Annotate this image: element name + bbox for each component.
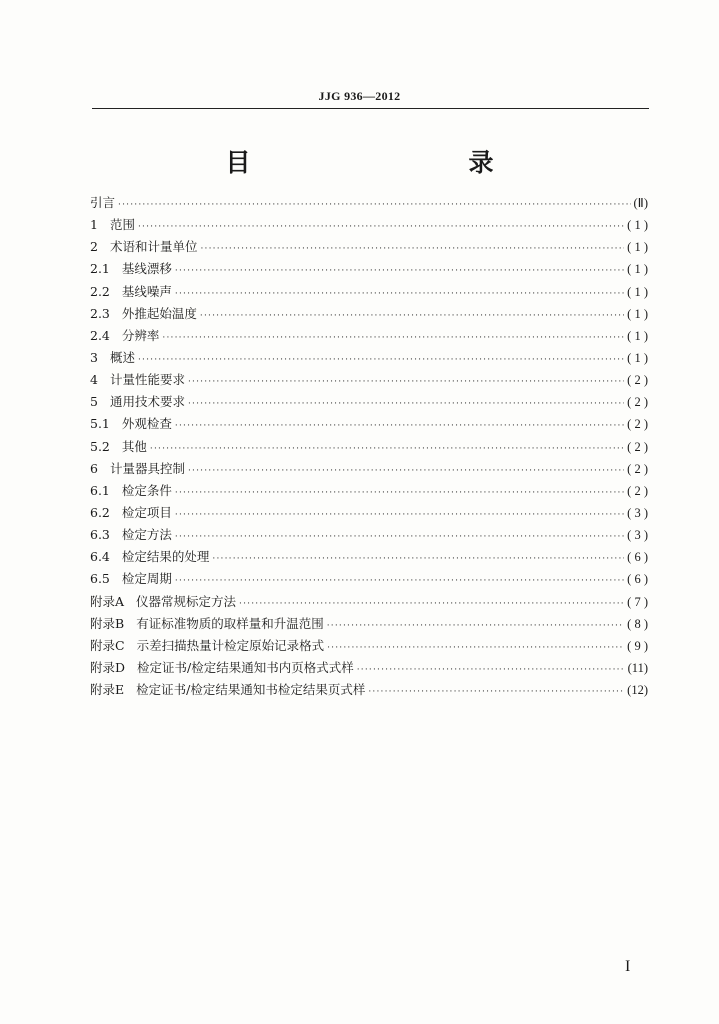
toc-entry[interactable] [90, 214, 648, 236]
toc-entry-label: 示差扫描热量计检定原始记录格式 [136, 637, 325, 653]
toc-entry-number: 附录B [90, 615, 125, 631]
toc-entry-label: 检定项目 [121, 504, 172, 520]
toc-dot-leader [138, 349, 624, 371]
table-of-contents [90, 192, 648, 701]
toc-entry-label: 检定结果的处理 [121, 549, 210, 565]
toc-entry-number: 4 [90, 372, 98, 388]
toc-entry-number: 6.4 [90, 549, 110, 565]
toc-entry-page: ( 1 ) [627, 240, 648, 255]
toc-entry-page: ( 2 ) [627, 417, 648, 432]
toc-entry[interactable] [90, 480, 648, 502]
toc-dot-leader [200, 305, 624, 327]
toc-entry[interactable] [90, 281, 648, 303]
toc-entry-number: 2.4 [90, 327, 110, 343]
toc-entry-page: (12) [627, 683, 648, 698]
toc-entry[interactable] [90, 413, 648, 435]
toc-dot-leader [175, 415, 624, 437]
toc-entry-page: ( 8 ) [627, 616, 648, 631]
toc-dot-leader [368, 681, 624, 703]
toc-entry-page: ( 2 ) [627, 439, 648, 454]
toc-entry[interactable] [90, 568, 648, 590]
toc-entry-number: 3 [90, 349, 98, 365]
toc-entry-page: ( 3 ) [627, 505, 648, 520]
toc-entry[interactable] [90, 436, 648, 458]
toc-entry-label: 计量性能要求 [109, 372, 185, 388]
toc-dot-leader [327, 615, 624, 637]
toc-dot-leader [188, 393, 624, 415]
toc-entry-label: 有证标准物质的取样量和升温范围 [136, 615, 324, 631]
toc-entry-label: 仪器常规标定方法 [136, 593, 237, 609]
toc-entry-page: ( 2 ) [627, 483, 648, 498]
toc-dot-leader [200, 238, 624, 260]
toc-entry[interactable] [90, 325, 648, 347]
toc-entry[interactable] [90, 546, 648, 568]
toc-entry-label: 其他 [121, 438, 147, 454]
toc-dot-leader [175, 526, 624, 548]
toc-entry-number: 5 [90, 394, 98, 410]
toc-entry[interactable] [90, 303, 648, 325]
toc-entry-page: ( 9 ) [627, 638, 648, 653]
toc-entry-label: 范围 [109, 217, 135, 233]
toc-entry-label: 检定条件 [121, 482, 172, 498]
toc-entry-label: 通用技术要求 [109, 394, 185, 410]
toc-entry[interactable] [90, 635, 648, 657]
toc-entry-number: 6.1 [90, 482, 110, 498]
toc-entry[interactable] [90, 391, 648, 413]
toc-entry-label: 外观检查 [121, 416, 172, 432]
toc-entry[interactable] [90, 347, 648, 369]
toc-dot-leader [188, 371, 624, 393]
toc-entry-page: ( 1 ) [627, 284, 648, 299]
toc-dot-leader [118, 194, 631, 216]
toc-entry-page: ( 2 ) [627, 395, 648, 410]
toc-entry-page: ( 1 ) [627, 306, 648, 321]
toc-entry-number: 1 [90, 217, 98, 233]
toc-entry[interactable] [90, 591, 648, 613]
toc-entry-label: 基线噪声 [121, 283, 172, 299]
toc-entry-number: 6 [90, 460, 98, 476]
toc-entry-label: 基线漂移 [121, 261, 172, 277]
toc-entry-number: 2.1 [90, 261, 110, 277]
toc-entry-number: 附录D [90, 659, 126, 675]
toc-dot-leader [150, 438, 624, 460]
toc-entry[interactable] [90, 657, 648, 679]
toc-entry-page: ( 1 ) [627, 328, 648, 343]
toc-entry-number: 5.1 [90, 416, 110, 432]
toc-entry-number: 6.5 [90, 571, 110, 587]
toc-entry-label: 引言 [90, 195, 116, 210]
toc-entry-number: 附录C [90, 637, 125, 653]
toc-dot-leader [175, 504, 624, 526]
toc-entry-number: 附录A [90, 593, 125, 609]
toc-entry-label: 检定方法 [121, 527, 172, 543]
toc-entry[interactable] [90, 458, 648, 480]
toc-entry-label: 概述 [109, 349, 135, 365]
toc-entry-label: 检定证书/检定结果通知书内页格式式样 [137, 659, 354, 675]
toc-entry-page: ( 1 ) [627, 218, 648, 233]
toc-entry-label: 检定周期 [121, 571, 172, 587]
toc-entry-page: ( 1 ) [627, 262, 648, 277]
toc-entry-page: ( 2 ) [627, 461, 648, 476]
toc-entry-page: ( 1 ) [627, 350, 648, 365]
toc-entry-label: 计量器具控制 [109, 460, 185, 476]
toc-entry-page: ( 6 ) [627, 550, 648, 565]
standard-code-header: JJG 936—2012 [318, 89, 401, 103]
toc-entry-label: 外推起始温度 [121, 305, 197, 321]
toc-entry[interactable] [90, 502, 648, 524]
toc-entry-number: 附录E [90, 682, 125, 698]
toc-entry[interactable] [90, 192, 648, 214]
toc-dot-leader [175, 283, 624, 305]
toc-entry-number: 5.2 [90, 438, 110, 454]
toc-dot-leader [138, 216, 624, 238]
toc-entry-page: (Ⅱ) [633, 196, 648, 210]
toc-entry-number: 6.2 [90, 504, 110, 520]
page-number: I [625, 958, 631, 975]
toc-dot-leader [188, 460, 624, 482]
toc-entry-label: 检定证书/检定结果通知书检定结果页式样 [136, 682, 366, 698]
toc-dot-leader [239, 593, 624, 615]
toc-dot-leader [175, 570, 624, 592]
header-rule [92, 108, 649, 109]
toc-entry[interactable] [90, 679, 648, 701]
toc-entry-label: 分辨率 [121, 327, 160, 343]
toc-entry[interactable] [90, 369, 648, 391]
toc-entry-page: (11) [627, 660, 648, 675]
toc-dot-leader [175, 260, 624, 282]
toc-entry[interactable] [90, 258, 648, 280]
page-title: 目 录 [225, 148, 550, 177]
toc-dot-leader [357, 659, 625, 681]
toc-entry-number: 2.2 [90, 283, 110, 299]
toc-entry[interactable] [90, 613, 648, 635]
toc-entry[interactable] [90, 524, 648, 546]
toc-entry-page: ( 2 ) [627, 373, 648, 388]
toc-entry-page: ( 3 ) [627, 528, 648, 543]
toc-dot-leader [327, 637, 624, 659]
toc-entry-number: 2.3 [90, 305, 110, 321]
toc-entry-number: 2 [90, 239, 98, 255]
toc-dot-leader [212, 548, 624, 570]
toc-entry-number: 6.3 [90, 527, 110, 543]
toc-entry-page: ( 6 ) [627, 572, 648, 587]
toc-dot-leader [162, 327, 624, 349]
toc-entry-label: 术语和计量单位 [109, 239, 198, 255]
toc-entry[interactable] [90, 236, 648, 258]
toc-entry-page: ( 7 ) [627, 594, 648, 609]
toc-dot-leader [175, 482, 624, 504]
